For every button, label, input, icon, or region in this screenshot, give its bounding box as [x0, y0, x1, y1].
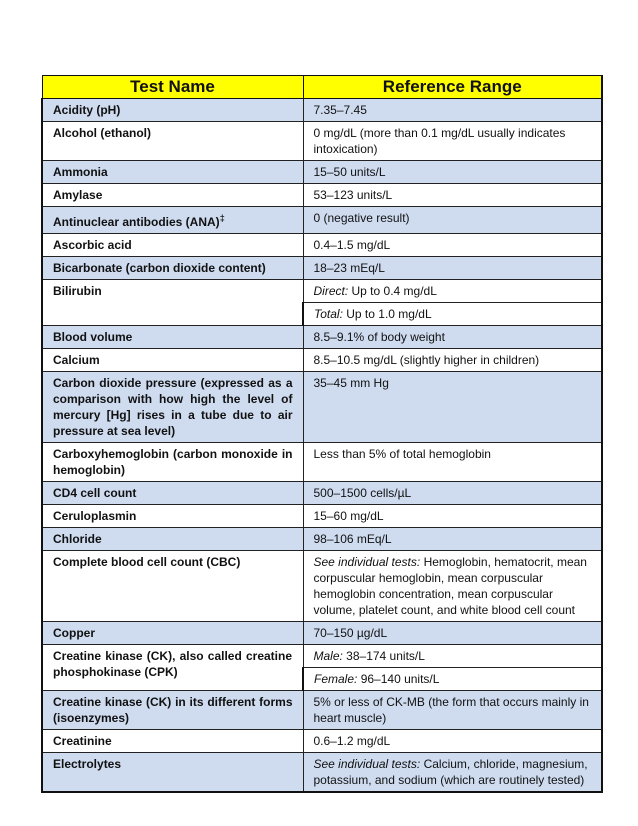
table-row: [42, 551, 602, 622]
table-row: [42, 349, 602, 372]
table-header-row: [42, 76, 602, 99]
test-name-cell: [42, 122, 303, 161]
range-value: Less than 5% of total hemoglobin: [313, 447, 491, 461]
table-row: [42, 505, 602, 528]
test-name: CD4 cell count: [53, 486, 137, 500]
range-value: 8.5–9.1% of body weight: [313, 330, 445, 344]
test-name-cell: [42, 730, 303, 753]
test-name-cell: [42, 645, 303, 691]
test-name: Antinuclear antibodies (ANA): [53, 215, 220, 229]
reference-range-cell: [303, 730, 602, 753]
reference-range-cell: [303, 99, 602, 122]
test-name-cell: [42, 528, 303, 551]
reference-range-cell: [303, 482, 602, 505]
range-label: Total:: [314, 307, 343, 321]
reference-range-cell: [303, 349, 602, 372]
range-value: Calcium, chloride, magnesium, potassium, and sodium (which are routinely tested): [313, 757, 591, 787]
table-row: [42, 645, 602, 668]
table-row: [42, 372, 602, 443]
table-row: [42, 622, 602, 645]
test-name: Complete blood cell count (CBC): [53, 555, 241, 569]
table-row: [42, 691, 602, 730]
range-value: 0.4–1.5 mg/dL: [313, 238, 391, 252]
test-name-cell: [42, 207, 303, 234]
reference-range-cell: [303, 303, 602, 326]
range-value: 0 (negative result): [313, 211, 410, 225]
range-value: Hemoglobin, hematocrit, mean corpuscular hemoglobin, mean corpuscular hemoglobin concentration, mean corpuscular volume, platelet count, and white blood cell count: [313, 555, 591, 617]
test-name-cell: [42, 161, 303, 184]
range-value: 8.5–10.5 mg/dL (slightly higher in children): [313, 353, 540, 367]
table-row: [42, 161, 602, 184]
reference-range-cell: [303, 528, 602, 551]
test-name-cell: [42, 482, 303, 505]
table-row: [42, 482, 602, 505]
test-name-cell: [42, 372, 303, 443]
table-body: [42, 99, 602, 793]
range-label: Male:: [313, 649, 343, 663]
reference-range-cell: [303, 668, 602, 691]
range-value: 500–1500 cells/µL: [313, 486, 412, 500]
test-name: Ceruloplasmin: [53, 509, 137, 523]
test-name-cell: [42, 257, 303, 280]
range-value: 53–123 units/L: [313, 188, 393, 202]
reference-range-cell: [303, 372, 602, 443]
test-name: Bilirubin: [53, 284, 102, 298]
test-name-cell: [42, 622, 303, 645]
test-name: Alcohol (ethanol): [53, 126, 151, 140]
table-row: [42, 730, 602, 753]
range-value: Up to 0.4 mg/dL: [348, 284, 437, 298]
range-value: 5% or less of CK-MB (the form that occurs mainly in heart muscle): [313, 695, 593, 725]
reference-range-cell: [303, 691, 602, 730]
reference-range-cell: [303, 257, 602, 280]
range-value: 15–50 units/L: [313, 165, 386, 179]
test-name: Ascorbic acid: [53, 238, 132, 252]
table-row: [42, 207, 602, 234]
reference-range-cell: [303, 161, 602, 184]
header-reference-range: Reference Range: [303, 76, 602, 99]
test-name: Copper: [53, 626, 95, 640]
reference-range-cell: [303, 122, 602, 161]
test-name: Creatinine: [53, 734, 112, 748]
table-row: [42, 753, 602, 793]
reference-range-cell: [303, 622, 602, 645]
range-label: See individual tests:: [313, 757, 421, 771]
reference-range-cell: [303, 184, 602, 207]
table-row: [42, 257, 602, 280]
range-value: Up to 1.0 mg/dL: [342, 307, 432, 321]
test-name: Blood volume: [53, 330, 133, 344]
test-name: Carbon dioxide pressure (expressed as a comparison with how high the level of mercury [Hg] rises in a tube due to air pressure at sea level): [53, 376, 293, 438]
test-name-cell: [42, 99, 303, 122]
test-name: Bicarbonate (carbon dioxide content): [53, 261, 266, 275]
reference-range-cell: [303, 753, 602, 793]
test-name-cell: [42, 443, 303, 482]
table-row: [42, 280, 602, 303]
table-row: [42, 122, 602, 161]
test-name: Amylase: [53, 188, 103, 202]
reference-table: [41, 75, 603, 793]
reference-table-container: [41, 75, 601, 793]
reference-range-cell: [303, 207, 602, 234]
range-value: 98–106 mEq/L: [313, 532, 392, 546]
test-name-cell: [42, 349, 303, 372]
test-name: Carboxyhemoglobin (carbon monoxide in hemoglobin): [53, 447, 293, 477]
test-name-cell: [42, 280, 303, 326]
reference-range-cell: [303, 645, 602, 668]
range-value: 7.35–7.45: [313, 103, 367, 117]
test-name-cell: [42, 326, 303, 349]
test-name-cell: [42, 551, 303, 622]
table-row: [42, 184, 602, 207]
test-name: Ammonia: [53, 165, 108, 179]
range-value: 70–150 µg/dL: [313, 626, 388, 640]
table-row: [42, 528, 602, 551]
reference-range-cell: [303, 234, 602, 257]
range-value: 38–174 units/L: [342, 649, 425, 663]
test-name-cell: [42, 184, 303, 207]
range-label: See individual tests:: [313, 555, 421, 569]
test-name: Chloride: [53, 532, 102, 546]
reference-range-cell: [303, 280, 602, 303]
range-value: 0.6–1.2 mg/dL: [313, 734, 391, 748]
test-name: Calcium: [53, 353, 100, 367]
reference-range-cell: [303, 551, 602, 622]
test-name: Acidity (pH): [53, 103, 121, 117]
test-name: Creatine kinase (CK), also called creatine phosphokinase (CPK): [53, 649, 292, 679]
header-test-name: Test Name: [42, 76, 303, 99]
table-row: [42, 443, 602, 482]
range-label: Female:: [314, 672, 358, 686]
range-value: 0 mg/dL (more than 0.1 mg/dL usually indicates intoxication): [313, 126, 569, 156]
test-name-cell: [42, 691, 303, 730]
range-value: 35–45 mm Hg: [313, 376, 389, 390]
range-value: 18–23 mEq/L: [313, 261, 385, 275]
test-name: Creatine kinase (CK) in its different forms (isoenzymes): [53, 695, 293, 725]
reference-range-cell: [303, 443, 602, 482]
test-name: Electrolytes: [53, 757, 122, 771]
table-row: [42, 326, 602, 349]
reference-range-cell: [303, 505, 602, 528]
test-name-cell: [42, 753, 303, 793]
range-value: 96–140 units/L: [357, 672, 440, 686]
test-name-cell: [42, 234, 303, 257]
footnote-marker: ‡: [219, 213, 225, 223]
table-row: [42, 234, 602, 257]
range-value: 15–60 mg/dL: [313, 509, 384, 523]
test-name-cell: [42, 505, 303, 528]
reference-range-cell: [303, 326, 602, 349]
range-label: Direct:: [313, 284, 349, 298]
table-row: [42, 99, 602, 122]
